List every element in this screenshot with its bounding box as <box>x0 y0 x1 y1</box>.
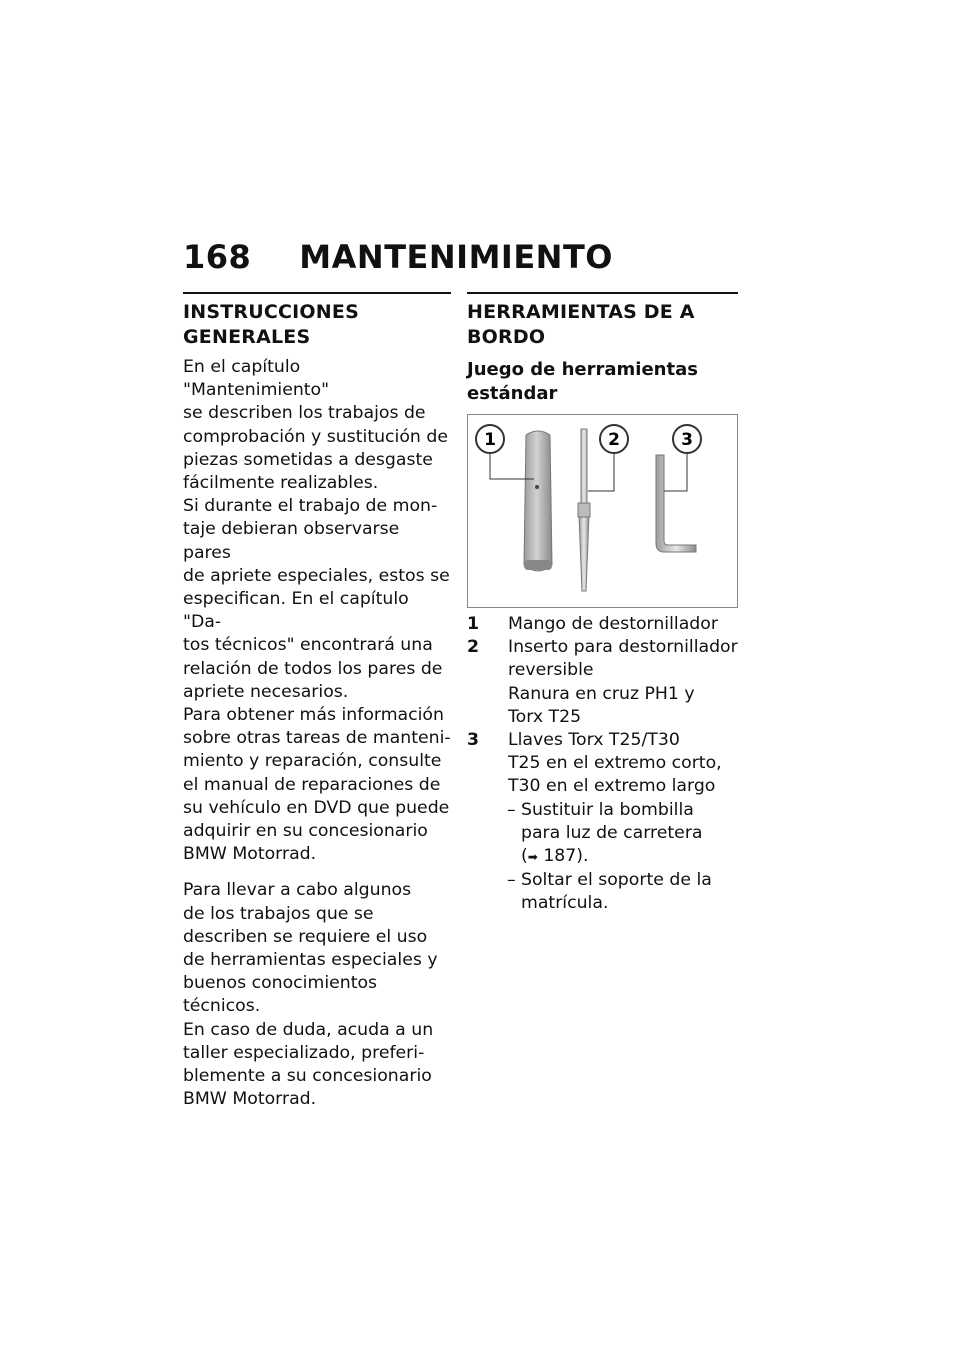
legend-number: 1 <box>467 614 480 634</box>
list-item <box>507 799 738 870</box>
legend-text: Inserto para destornillador reversible Ranura en cruz PH1 y Torx T25 <box>508 637 738 727</box>
left-column <box>183 292 451 1112</box>
paragraph-special-tools: Para llevar a cabo algunos de los trabajos que se describen se requiere el uso de herramientas especiales y buenos conocimientos técnicos. En caso de duda, acuda a un taller especializado, preferi- blemente a su concesionario BMW Motorrad. <box>183 880 438 1110</box>
section-rule <box>183 292 451 294</box>
toolkit-illustration <box>468 415 737 607</box>
bullet-text: Sustituir la bombilla para luz de carretera <box>521 799 703 843</box>
section-title-general: INSTRUCCIONES GENERALES <box>183 301 359 348</box>
list-item <box>507 869 738 915</box>
paragraph-torque: Si durante el trabajo de mon- taje debieran observarse pares de apriete especiales, estos se especifican. En el capítulo "Da- tos técnicos" encontrará una relación de todos los pares de apriete necesarios. <box>183 496 450 702</box>
chapter-title: MANTENIMIENTO <box>299 238 613 276</box>
callout-1: 1 <box>484 430 496 450</box>
paragraph-intro: En el capítulo "Mantenimiento" se describen los trabajos de comprobación y sustitución de piezas sometidas a desgaste fácilmente realizables. <box>183 357 448 494</box>
legend-text: Mango de destornillador <box>508 614 718 634</box>
arrow-right-icon: ➡ <box>527 850 538 865</box>
bullet-text: Soltar el soporte de la matrícula. <box>521 870 712 914</box>
legend-text: Llaves Torx T25/T30 T25 en el extremo corto, T30 en el extremo largo <box>508 730 722 797</box>
ref-page: 187). <box>543 846 589 867</box>
callout-3: 3 <box>681 430 693 450</box>
legend-number: 3 <box>467 730 480 751</box>
right-column <box>467 292 738 916</box>
ref-paren: ( <box>521 846 528 867</box>
subsection-title-standard-kit: Juego de herramientas estándar <box>467 359 698 404</box>
legend-item <box>467 636 738 729</box>
legend-number: 2 <box>467 637 480 658</box>
bullet-dash: – <box>507 799 516 820</box>
legend-item <box>467 729 738 799</box>
task-list <box>507 799 738 916</box>
section-title-onboard-tools: HERRAMIENTAS DE A BORDO <box>467 301 695 348</box>
paragraph-repair-manual: Para obtener más información sobre otras tareas de manteni- miento y reparación, consulte el manual de reparaciones de su vehículo en DVD que puede adquirir en su concesionario BMW Motorrad. <box>183 705 451 865</box>
section-rule <box>467 292 738 294</box>
figure-legend <box>467 613 738 799</box>
bullet-dash: – <box>507 870 516 891</box>
callout-2: 2 <box>608 430 620 450</box>
legend-item <box>467 613 738 636</box>
page-header <box>183 238 613 276</box>
page-number: 168 <box>183 238 252 276</box>
page-reference[interactable] <box>521 846 589 866</box>
toolkit-figure <box>467 414 738 608</box>
